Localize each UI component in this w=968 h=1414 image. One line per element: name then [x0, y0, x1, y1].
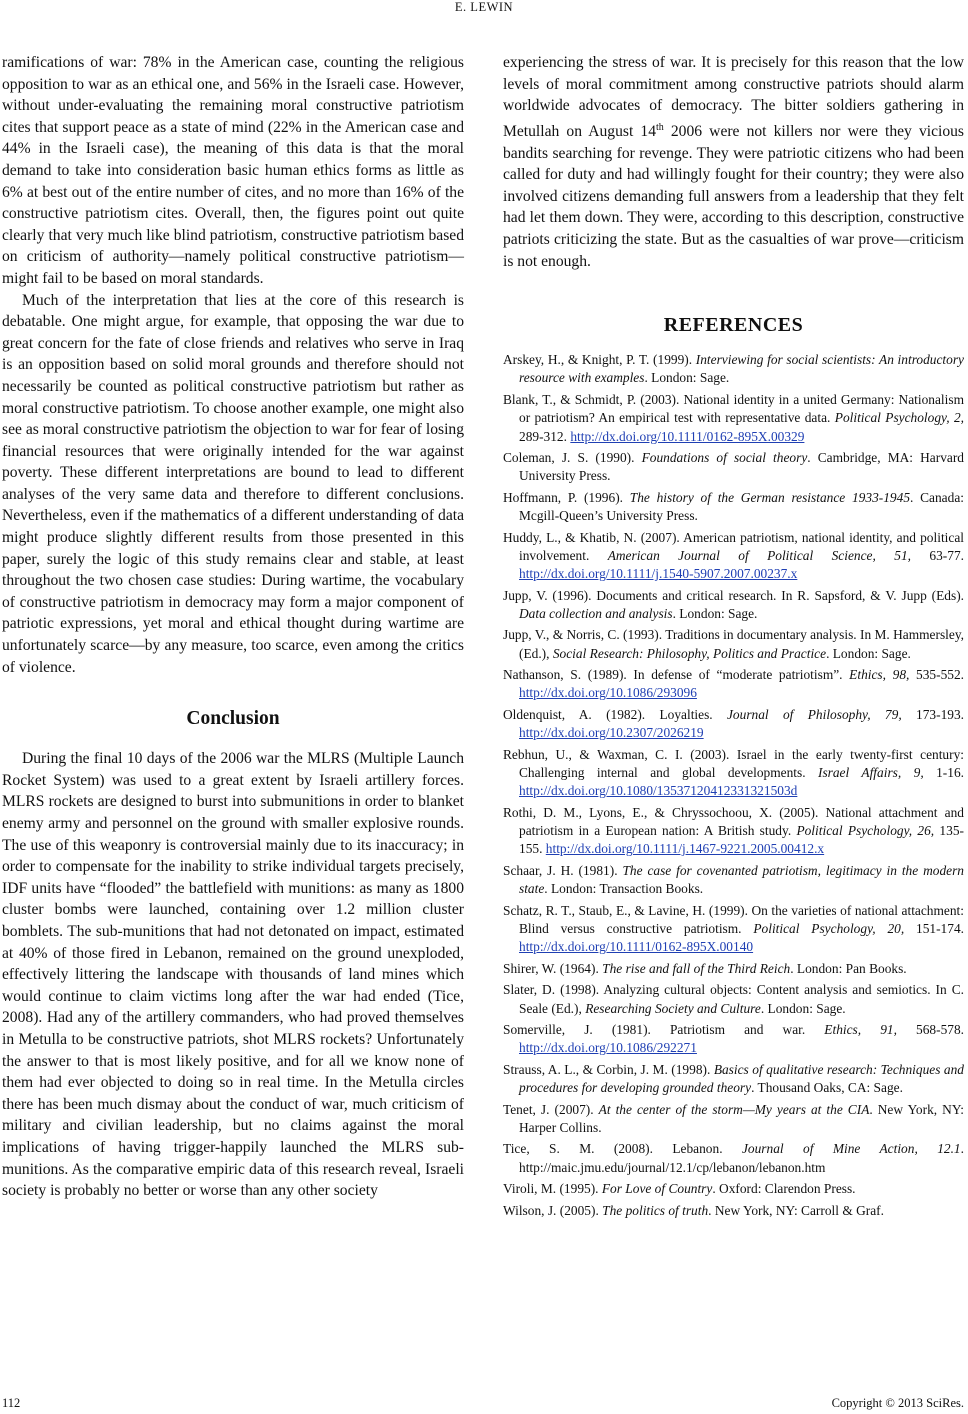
reference-item	[503, 981, 964, 1018]
reference-doi-link[interactable]: http://dx.doi.org/10.1111/j.1467-9221.2005.00412.x	[545, 841, 825, 857]
reference-item	[503, 1180, 964, 1198]
reference-doi-link[interactable]: http://dx.doi.org/10.1086/293096	[519, 685, 697, 701]
reference-authors-text: Hoffmann, P. (1996).	[503, 489, 630, 505]
reference-item	[503, 587, 964, 624]
reference-title-italic: The politics of truth	[602, 1202, 709, 1218]
reference-details-text: . London: Transaction Books.	[544, 881, 704, 897]
body-paragraph: ramifications of war: 78% in the American case, counting the religious opposition to war as an ethical one, and 56% in the Israeli case. However, without under-evaluating the remaining moral constructive patriotism cites that support peace as a state of mind (22% in the American case and 44% in the Israeli case), the meaning of this data is that the moral demand to take into consideration basic human ethics forms as little as 6% at best out of the entire number of cites, and no more than 16% of the constructive patriotism cites. Overall, then, the figures point out quite clearly that very much like blind patriotism, constructive patriotism based on criticism of authority—namely political constructive patriotism—might fail to be based on moral standards.	[2, 54, 464, 287]
reference-details-text: 173-193.	[901, 706, 965, 722]
reference-item	[503, 351, 964, 388]
reference-details-text: 1-16.	[923, 765, 964, 781]
reference-item	[503, 449, 964, 486]
reference-authors-text: Slater, D. (1998). Analyzing cultural objects: Content analysis and semiotics. In C. Seale (Ed.),	[503, 982, 964, 1016]
reference-details-text: . London: Sage.	[826, 645, 911, 661]
reference-title-italic: Political Psychology, 26,	[796, 823, 935, 839]
reference-details-text: . New York, NY: Carroll & Graf.	[708, 1202, 884, 1218]
reference-doi-link[interactable]: http://dx.doi.org/10.1111/j.1540-5907.2007.00237.x	[519, 566, 798, 582]
reference-title-italic: The history of the German resistance 1933-1945	[629, 489, 911, 505]
reference-item	[503, 862, 964, 899]
reference-authors-text: Strauss, A. L., & Corbin, J. M. (1998).	[503, 1061, 714, 1077]
reference-details-text: . London: Sage.	[644, 370, 730, 386]
reference-doi-link[interactable]: http://dx.doi.org/10.1080/13537120412331321503d	[519, 783, 798, 799]
conclusion-heading: Conclusion	[186, 708, 280, 730]
reference-details-text: . Oxford: Clarendon Press.	[712, 1181, 856, 1197]
reference-title-italic: Foundations of social theory	[641, 449, 808, 465]
reference-doi-link[interactable]: http://dx.doi.org/10.2307/2026219	[519, 725, 704, 741]
reference-item	[503, 1061, 964, 1098]
reference-title-italic: Journal of Mine Action, 12.1	[741, 1141, 961, 1157]
reference-item	[503, 804, 964, 859]
reference-details-text: . Thousand Oaks, CA: Sage.	[751, 1080, 903, 1096]
reference-authors-text: Blank, T., & Schmidt, P. (2003). National identity in a united Germany: Nationalism or patriotism? An empirical test with representative data.	[503, 391, 964, 426]
reference-authors-text: Nathanson, S. (1989). In defense of “moderate patriotism”.	[503, 667, 850, 683]
left-column	[2, 52, 464, 1202]
reference-title-italic: Political Psychology, 20,	[753, 920, 905, 936]
reference-details-text: . London: Sage.	[672, 605, 758, 621]
reference-item	[503, 529, 964, 584]
reference-title-italic: Political Psychology, 2,	[834, 410, 965, 426]
references-heading: REFERENCES	[663, 314, 804, 337]
reference-title-italic: Social Research: Philosophy, Politics and Practice	[552, 645, 827, 661]
reference-authors-text: Tenet, J. (2007).	[503, 1101, 599, 1117]
copyright-notice: Copyright © 2013 SciRes.	[831, 1396, 964, 1410]
reference-authors-text: Rebhun, U., & Waxman, C. I. (2003). Israel in the early twenty-first century: Challenging internal and global developments.	[503, 746, 964, 781]
reference-item	[503, 391, 964, 446]
page-number: 112	[2, 1396, 21, 1410]
reference-item	[503, 902, 964, 957]
reference-authors-text: Tice, S. M. (2008). Lebanon.	[503, 1141, 742, 1157]
reference-title-italic: Researching Society and Culture	[585, 1000, 761, 1016]
conclusion-paragraph: During the final 10 days of the 2006 war the MLRS (Multiple Launch Rocket System) was used to a great extent by Israeli artillery forces. MLRS rockets are designed to burst into submunitions in order to blanket enemy army and personnel on the ground with smaller explosive rounds. The use of this weaponry is controversial mainly due to its inaccuracy; in order to compensate for the inability to strike individual targets precisely, IDF units have “flooded” the battlefield with munitions: as many as 1800 cluster bombs were launched, containing over 1.2 million cluster bomblets. The sub-munitions that had not detonated on impact, estimated at 40% of those fired in Lebanon, remained on the ground unexploded, effectively littering the landscape with thousands of land mines which would continue to claim victims long after the war had ended (Tice, 2008). Had any of the artillery commanders, who had proved themselves in Metulla to be constructive patriots, shot MLRS rockets? Unfortunately the answer to that is most likely positive, and for all we know none of them had ever objected to doing so in real time. In the Metulla circles there has been much dismay about the conduct of war, much criticism of military and civilian leadership, but no claims against the moral implications of having trigger-happily launched the MLRS sub-munitions. As the comparative empiric data of this research reveal, Israeli society is probably no better or worse than any other society	[2, 750, 464, 1200]
reference-doi-link[interactable]: http://dx.doi.org/10.1086/292271	[519, 1040, 697, 1056]
continuation-text-1: experiencing the stress of war. It is precisely for this reason that the low levels of moral commitment among constructive patriots should alarm worldwide advocates of democracy. The bitter soldiers gathering in Metullah on August 14	[503, 54, 964, 140]
reference-details-text: 535-552.	[909, 667, 964, 683]
reference-title-italic: At the center of the storm—My years at the CIA	[598, 1101, 870, 1117]
reference-authors-text: Arskey, H., & Knight, P. T. (1999).	[503, 352, 696, 368]
reference-details-text: . New York, NY: Harper Collins.	[519, 1101, 964, 1135]
reference-title-italic: Journal of Philosophy, 79,	[726, 706, 902, 722]
reference-details-text: 135-155.	[519, 823, 964, 857]
reference-doi-link[interactable]: http://dx.doi.org/10.1111/0162-895X.00329	[570, 428, 805, 444]
reference-title-italic: American Journal of Political Science, 51,	[607, 547, 911, 563]
reference-doi-link[interactable]: http://dx.doi.org/10.1111/0162-895X.00140	[519, 939, 754, 955]
reference-details-text: . Cambridge, MA: Harvard University Press.	[519, 449, 965, 484]
superscript-th: th	[656, 121, 664, 133]
reference-details-text: 568-578.	[896, 1022, 965, 1038]
reference-authors-text: Rothi, D. M., Lyons, E., & Chryssochoou, X. (2005). National attachment and patriotism in a European nation: A British study.	[503, 804, 964, 839]
reference-details-text: . http://maic.jmu.edu/journal/12.1/cp/lebanon/lebanon.htm	[519, 1141, 964, 1175]
reference-details-text: 63-77.	[910, 547, 964, 563]
right-column	[503, 52, 964, 1223]
reference-title-italic: Ethics, 98,	[849, 667, 910, 683]
reference-title-italic: The case for covenanted patriotism, legitimacy in the modern state	[519, 862, 964, 897]
reference-item	[503, 626, 964, 663]
continuation-paragraph	[503, 52, 964, 272]
reference-item	[503, 1101, 964, 1138]
reference-title-italic: Interviewing for social scientists: An introductory resource with examples	[519, 352, 965, 386]
reference-authors-text: Somerville, J. (1981). Patriotism and war.	[503, 1022, 825, 1038]
reference-details-text: . Canada: Mcgill-Queen’s University Press.	[519, 489, 964, 524]
reference-title-italic: Israel Affairs, 9,	[817, 765, 924, 781]
reference-item	[503, 666, 964, 703]
reference-title-italic: For Love of Country	[601, 1181, 713, 1197]
reference-authors-text: Viroli, M. (1995).	[503, 1181, 602, 1197]
reference-title-italic: Ethics, 91,	[824, 1022, 897, 1038]
reference-details-text: 289-312.	[519, 428, 571, 444]
reference-item	[503, 1202, 964, 1220]
reference-authors-text: Shirer, W. (1964).	[503, 960, 603, 976]
reference-title-italic: The rise and fall of the Third Reich	[602, 960, 791, 976]
reference-authors-text: Jupp, V., & Norris, C. (1993). Traditions in documentary analysis. In M. Hammersley, (Ed.),	[503, 627, 964, 661]
body-paragraph: Much of the interpretation that lies at the core of this research is debatable. One might argue, for example, that opposing the war due to great concern for the fate of close friends and relatives who serve in Iraq is an opposition based on solid moral grounds and therefore should not necessarily be counted as political constructive patriotism but rather as moral constructive patriotism. To choose another example, one might also see as moral constructive patriotism the objection to war for fear of losing financial resources that were originally intended for the war against poverty. These different interpretations are bound to lead to different analyses of the very same data and therefore to different conclusions. Nevertheless, even if the mathematics of a different understanding of data might produce slightly different results from those presented in this paper, surely the logic of this study remains clear and stable, at least throughout the two chosen case studies: During wartime, the vocabulary of constructive patriotism in democracy may form a major component of patriotic expressions, yet moral and ethical thought during wartime are unfortunately scarce—by any measure, too scarce, even among the critics of violence.	[2, 291, 464, 676]
reference-authors-text: Coleman, J. S. (1990).	[503, 449, 642, 465]
reference-authors-text: Jupp, V. (1996). Documents and critical research. In R. Sapsford, & V. Jupp (Eds).	[503, 587, 964, 603]
reference-details-text: . London: Pan Books.	[790, 960, 907, 976]
continuation-text-2: 2006 were not killers nor were they vicious bandits searching for revenge. They were patriotic citizens who had been called for duty and had willingly fought for their country; they were also involved citizens demanding full answers from a leadership that they felt had let them down. They were, according to this description, constructive patriots criticizing the state. But as the casualties of war prove—criticism is not enough.	[503, 122, 964, 270]
running-head: E. LEWIN	[454, 0, 514, 14]
reference-item	[503, 960, 964, 978]
reference-details-text: 151-174.	[904, 920, 964, 936]
reference-item	[503, 489, 964, 526]
reference-authors-text: Schatz, R. T., Staub, E., & Lavine, H. (1999). On the varieties of national attachment: Blind versus constructive patriotism.	[503, 902, 964, 936]
reference-authors-text: Huddy, L., & Khatib, N. (2007). American patriotism, national identity, and political involvement.	[503, 529, 964, 563]
reference-authors-text: Oldenquist, A. (1982). Loyalties.	[503, 706, 727, 722]
reference-authors-text: Schaar, J. H. (1981).	[503, 862, 623, 878]
reference-item	[503, 1021, 964, 1058]
reference-authors-text: Wilson, J. (2005).	[503, 1202, 603, 1218]
reference-title-italic: Data collection and analysis	[519, 605, 673, 621]
references-list	[503, 351, 964, 1220]
reference-details-text: . London: Sage.	[760, 1000, 846, 1016]
reference-item	[503, 746, 964, 801]
reference-title-italic: Basics of qualitative research: Techniques and procedures for developing grounded theory	[519, 1061, 964, 1096]
reference-item	[503, 1140, 964, 1177]
reference-item	[503, 706, 964, 743]
